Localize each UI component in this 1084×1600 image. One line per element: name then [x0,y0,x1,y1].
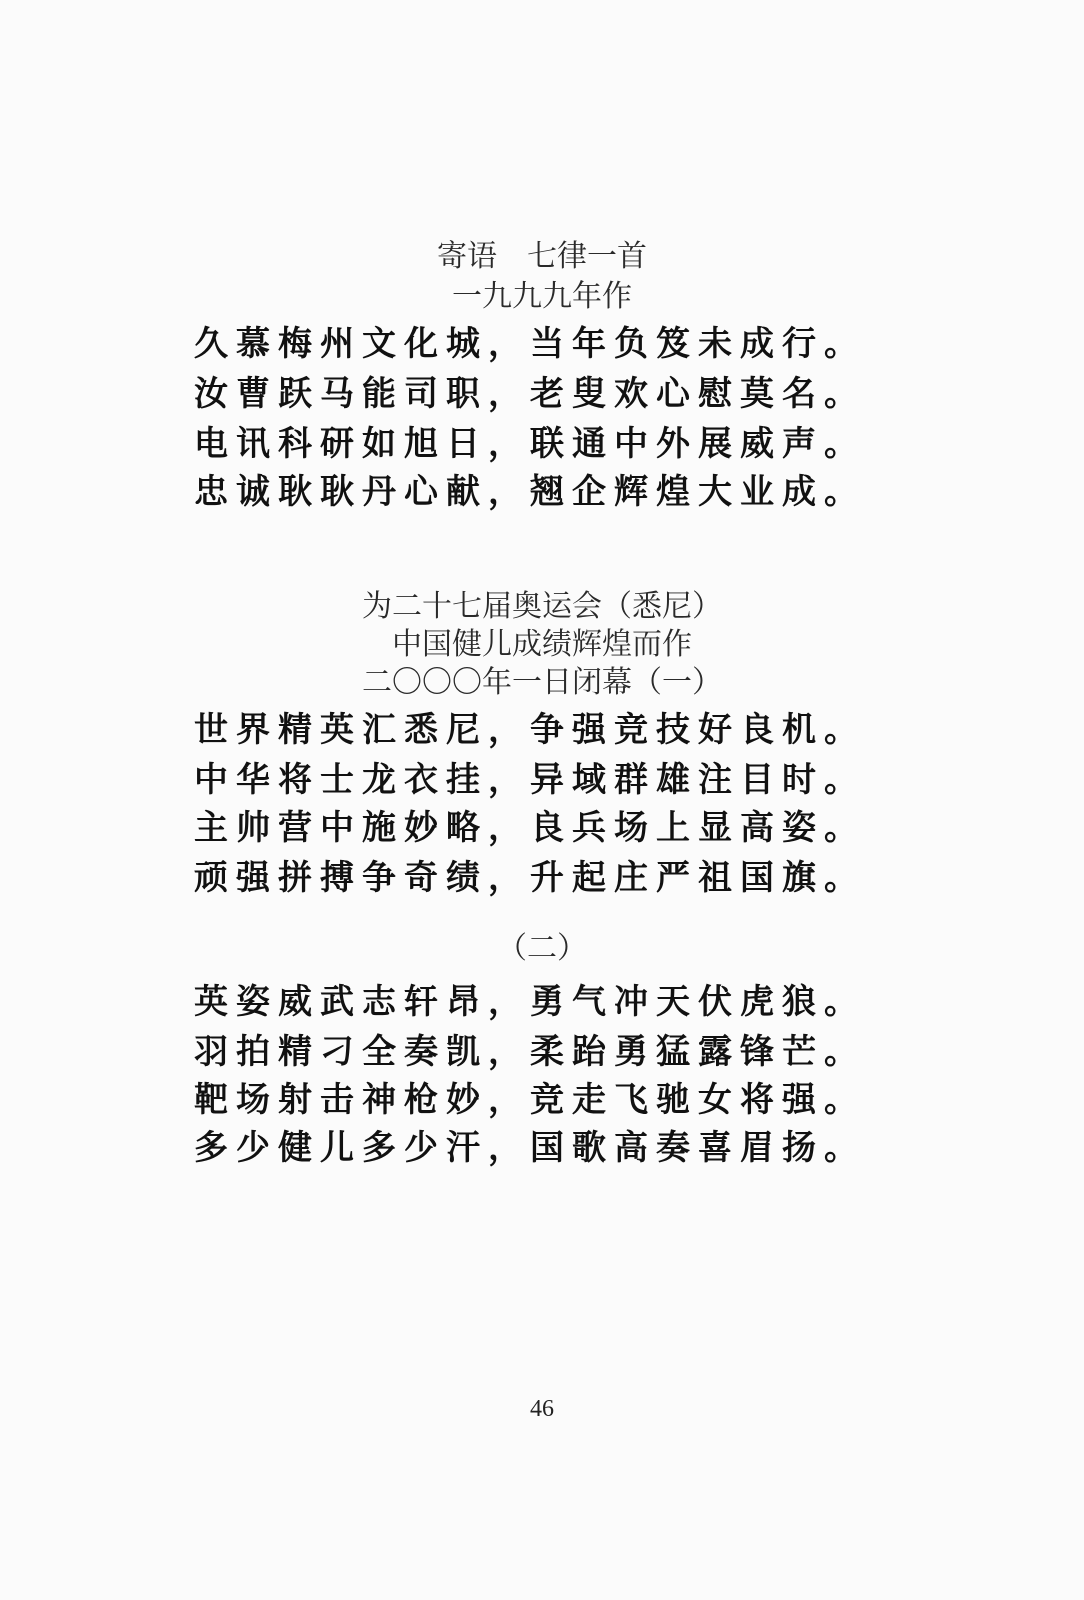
poem2-line-2: 中华将士龙衣挂，异域群雄注目时。 [194,760,866,800]
poem2-title-line-1: 为二十七届奥运会（悉尼） [362,589,722,624]
poem1-line-1: 久慕梅州文化城，当年负笈未成行。 [194,324,866,364]
poem3-line-2: 羽拍精刁全奏凯，柔跆勇猛露锋芒。 [194,1032,866,1072]
page-number: 46 [530,1396,554,1422]
poem1-line-3: 电讯科研如旭日，联通中外展威声。 [194,424,866,464]
poem1-title: 寄语 七律一首 [437,239,647,274]
poem2-line-3: 主帅营中施妙略，良兵场上显高姿。 [194,808,866,848]
poem2-line-4: 顽强拼搏争奇绩，升起庄严祖国旗。 [194,858,866,898]
poem3-line-3: 靶场射击神枪妙，竞走飞驰女将强。 [194,1080,866,1120]
poem3-title: （二） [497,931,587,966]
poem1-line-4: 忠诚耿耿丹心献，翘企辉煌大业成。 [194,472,866,512]
poem1-date: 一九九九年作 [452,279,632,314]
poem2-title-line-3: 二〇〇〇年一日闭幕（一） [362,665,722,700]
poem3-line-4: 多少健儿多少汗，国歌高奏喜眉扬。 [194,1128,866,1168]
poem2-line-1: 世界精英汇悉尼，争强竞技好良机。 [194,710,866,750]
poem2-title-line-2: 中国健儿成绩辉煌而作 [392,627,692,662]
poem1-line-2: 汝曹跃马能司职，老叟欢心慰莫名。 [194,374,866,414]
poem3-line-1: 英姿威武志轩昂，勇气冲天伏虎狼。 [194,982,866,1022]
